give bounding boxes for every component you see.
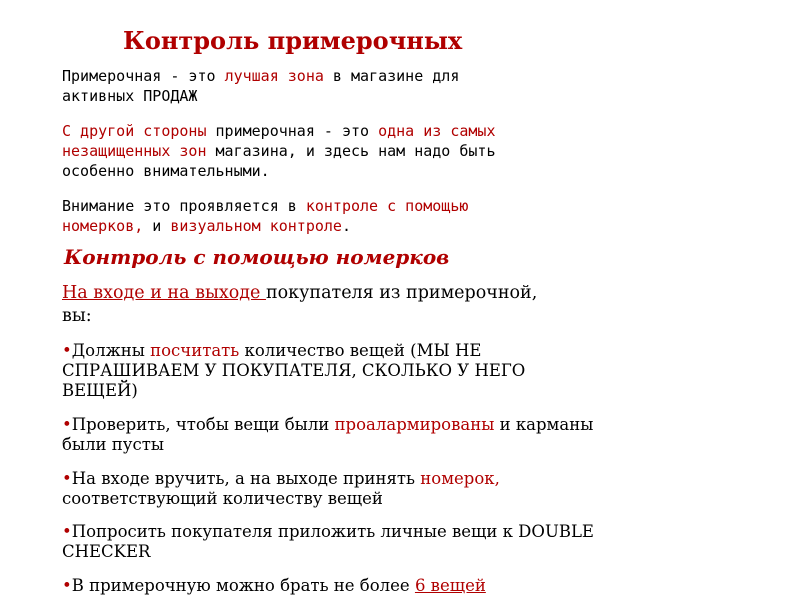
- paragraph-intro: [62, 282, 652, 328]
- highlight: 6 вещей: [414, 576, 486, 595]
- highlight: одна из самых: [378, 122, 496, 140]
- text: ВЕЩЕЙ): [62, 381, 138, 400]
- bullet-icon: •: [62, 469, 72, 488]
- bullet-icon: •: [62, 415, 72, 434]
- highlight: контроле с помощью: [305, 197, 469, 215]
- text: соответствующий количеству вещей: [62, 489, 383, 508]
- text: Должны: [71, 341, 151, 360]
- text: .: [341, 217, 351, 235]
- section-subtitle: Контроль с помощью номерков: [64, 245, 450, 269]
- text: и карманы: [494, 415, 594, 434]
- text: и: [143, 217, 171, 235]
- bullet-give-token: [62, 469, 652, 509]
- text: покупателя из примерочной,: [265, 283, 538, 303]
- text: вы:: [62, 306, 92, 326]
- text: в магазине для: [323, 67, 460, 85]
- highlight: С другой стороны: [62, 122, 207, 140]
- bullet-check-alarms: [62, 415, 652, 455]
- text: были пусты: [62, 435, 164, 454]
- highlight: проалармированы: [334, 415, 495, 434]
- paragraph-best-zone: [62, 66, 582, 106]
- highlight: номерков,: [62, 217, 144, 235]
- text: На входе вручить, а на выходе принять: [71, 469, 421, 488]
- text: Проверить, чтобы вещи были: [71, 415, 335, 434]
- bullet-icon: •: [62, 341, 72, 360]
- text: примерочная - это: [206, 122, 379, 140]
- bullet-max-items: [62, 576, 652, 596]
- text: СПРАШИВАЕМ У ПОКУПАТЕЛЯ, СКОЛЬКО У НЕГО: [62, 361, 526, 380]
- bullet-icon: •: [62, 522, 72, 541]
- text: магазина, и здесь нам надо быть: [206, 142, 496, 160]
- highlight: номерок,: [420, 469, 500, 488]
- text: особенно внимательными.: [62, 162, 270, 180]
- text: Примерочная - это: [62, 67, 225, 85]
- highlight: лучшая зона: [224, 67, 324, 85]
- text: CHECKER: [62, 542, 151, 561]
- bullet-icon: •: [62, 576, 72, 595]
- text: Попросить покупателя приложить личные вещи к DOUBLE: [71, 522, 594, 541]
- paragraph-unprotected-zone: [62, 121, 582, 181]
- bullet-count-items: [62, 341, 652, 401]
- highlight: визуальном контроле: [170, 217, 342, 235]
- slide-title: Контроль примерочных: [123, 26, 463, 55]
- text: Внимание это проявляется в: [62, 197, 306, 215]
- paragraph-attention: [62, 196, 582, 236]
- bullet-double-checker: [62, 522, 652, 562]
- highlight: незащищенных зон: [62, 142, 207, 160]
- text: количество вещей (МЫ НЕ: [239, 341, 482, 360]
- highlight: На входе и на выходе: [62, 283, 266, 303]
- text: В примерочную можно брать не более: [71, 576, 415, 595]
- highlight: посчитать: [150, 341, 240, 360]
- text: активных ПРОДАЖ: [62, 87, 198, 105]
